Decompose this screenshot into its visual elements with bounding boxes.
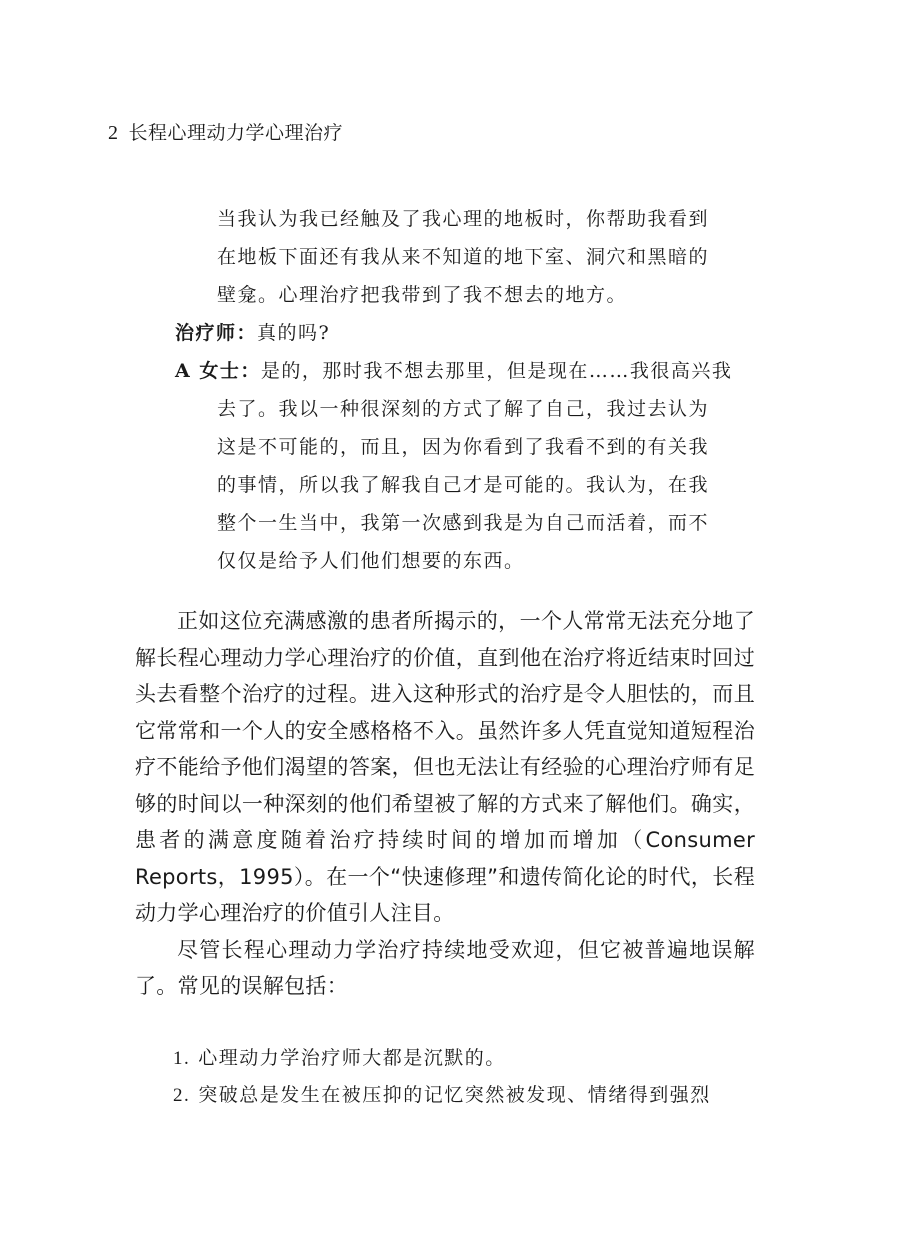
turn-text: 真的吗? (257, 322, 331, 344)
body-text (135, 603, 755, 1005)
page-number: 2 (108, 122, 119, 144)
quote-continuation: 当我认为我已经触及了我心理的地板时，你帮助我看到在地板下面还有我从来不知道的地下室、洞穴和黑暗的壁龛。心理治疗把我带到了我不想去的地方。 (217, 208, 710, 306)
dialogue-turn-therapist (175, 314, 735, 352)
list-item (173, 1077, 733, 1114)
list-item-number: 1. (173, 1048, 191, 1069)
speaker-label: 治疗师： (175, 322, 258, 344)
running-header (108, 118, 343, 145)
paragraph: 尽管长程心理动力学治疗持续地受欢迎，但它被普遍地误解了。常见的误解包括： (135, 937, 755, 998)
book-title: 长程心理动力学心理治疗 (128, 122, 344, 144)
list-item-text: 突破总是发生在被压抑的记忆突然被发现、情绪得到强烈 (198, 1084, 711, 1106)
turn-first-line (175, 352, 735, 390)
paragraph: 正如这位充满感激的患者所揭示的，一个人常常无法充分地了解长程心理动力学心理治疗的价值，直到他在治疗将近结束时回过头去看整个治疗的过程。进入这种形式的治疗是令人胆怯的，而且它常常和一个人的安全感格格不入。虽然许多人凭直觉知道短程治疗不能给予他们渴望的答案，但也无法让有经验的心理治疗师有足够的时间以一种深刻的他们希望被了解的方式来了解他们。确实，患者的满意度随着治疗持续时间的增加而增加（Consumer Reports，1995）。在一个“快速修理”和遗传简化论的时代，长程动力学心理治疗的价值引人注目。 (135, 609, 755, 925)
turn-text: 是的，那时我不想去那里，但是现在……我很高兴我 (260, 360, 733, 382)
list-item-text: 心理动力学治疗师大都是沉默的。 (198, 1047, 506, 1069)
speaker-label: A 女士： (175, 360, 261, 382)
list-item (173, 1040, 733, 1077)
misconception-list (173, 1040, 733, 1114)
list-item-number: 2. (173, 1085, 191, 1106)
dialogue-turn-patient (175, 352, 735, 580)
dialogue-excerpt (175, 200, 735, 580)
turn-first-line (175, 314, 735, 352)
turn-text-continued: 去了。我以一种很深刻的方式了解了自己，我过去认为这是不可能的，而且，因为你看到了我看不到的有关我的事情，所以我了解我自己才是可能的。我认为，在我整个一生当中，我第一次感到我是为自己而活着，而不仅仅是给予人们他们想要的东西。 (217, 398, 710, 572)
